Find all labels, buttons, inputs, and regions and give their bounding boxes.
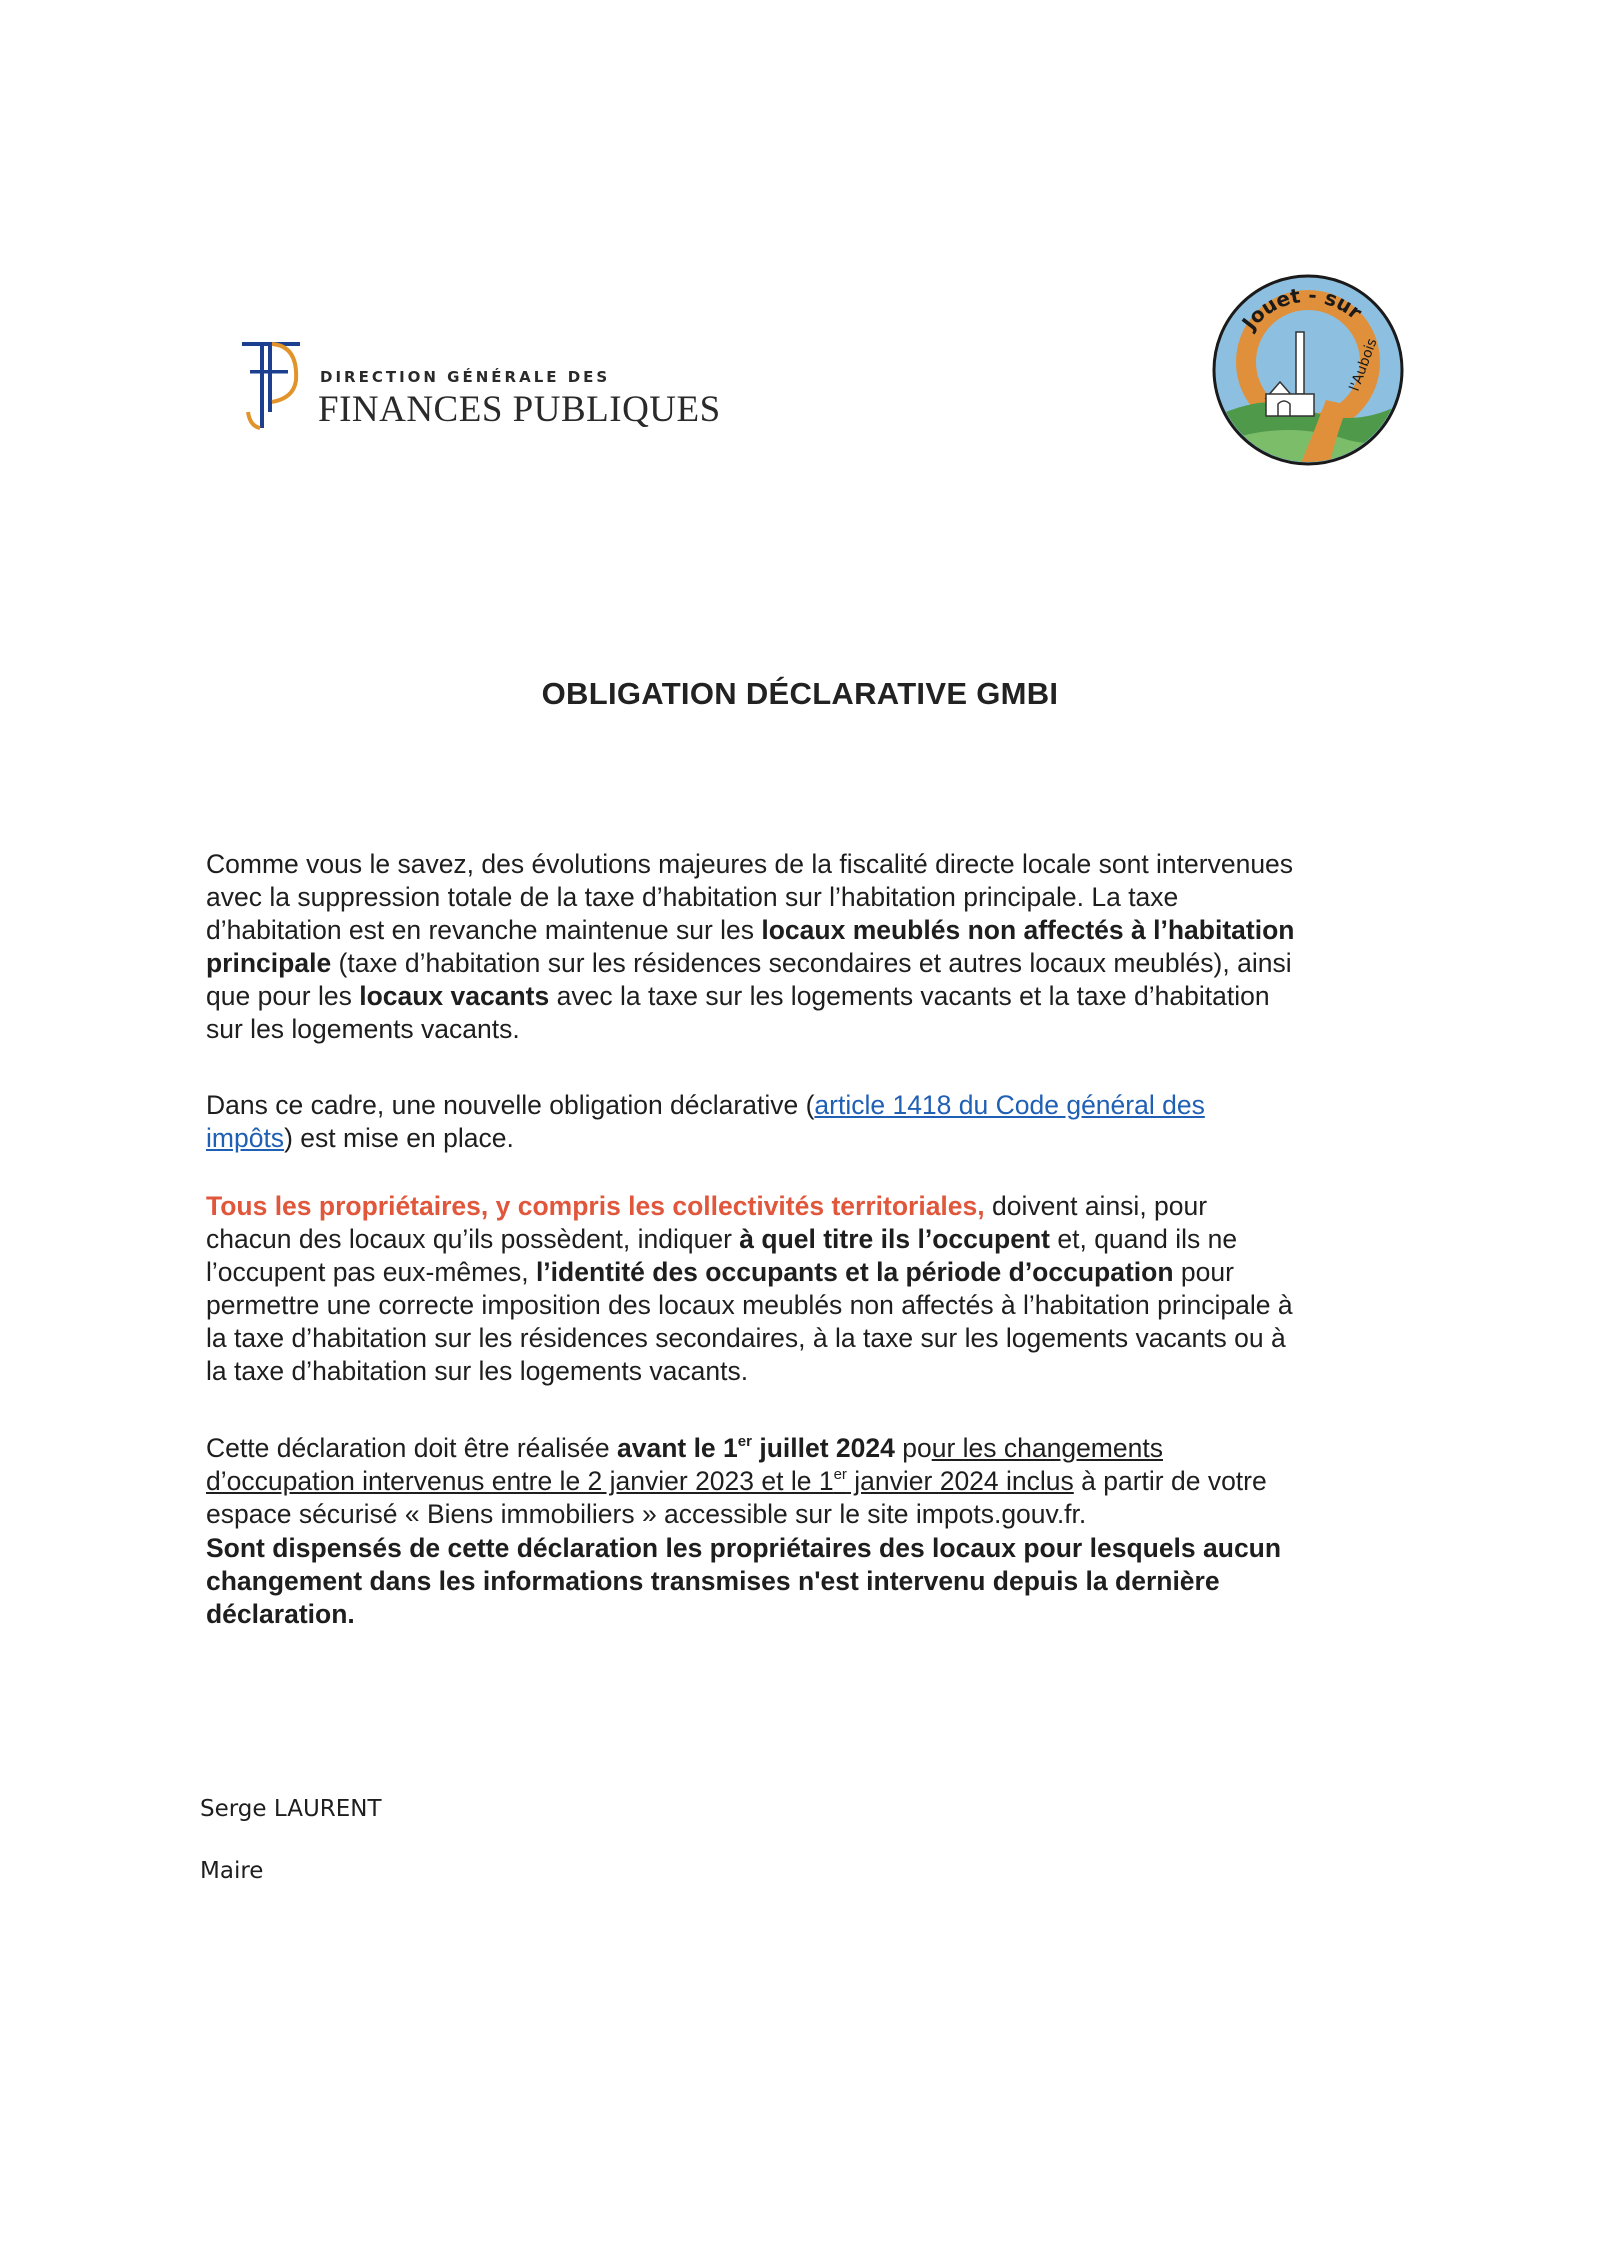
text-line: déclaration. — [206, 1599, 355, 1629]
text-line — [206, 980, 1436, 1013]
signatory-role: Maire — [200, 1858, 264, 1884]
text-line: permettre une correcte imposition des locaux meublés non affectés à l’habitation principale à — [206, 1290, 1293, 1320]
text-run: l’occupent pas eux-mêmes, — [206, 1257, 536, 1287]
text-line: Comme vous le savez, des évolutions majeures de la fiscalité directe locale sont intervenues — [206, 849, 1294, 879]
text-line: Sont dispensés de cette déclaration les propriétaires des locaux pour lesquels aucun — [206, 1533, 1282, 1563]
text-run: Dans ce cadre, une nouvelle obligation déclarative ( — [206, 1090, 815, 1120]
text-line — [206, 947, 1436, 980]
text-line — [206, 1223, 1436, 1256]
superscript: er — [737, 1433, 752, 1450]
text-run: doivent ainsi, pour — [984, 1191, 1208, 1221]
document-title: OBLIGATION DÉCLARATIVE GMBI — [541, 676, 1059, 711]
text-line — [206, 1190, 1436, 1223]
dgfip-name-line2: FINANCES PUBLIQUES — [318, 389, 721, 430]
text-line — [206, 1089, 1436, 1122]
commune-seal-logo — [1208, 270, 1408, 470]
text-run: ) est mise en place. — [284, 1123, 514, 1153]
text-run: avant le 1 — [616, 1433, 738, 1463]
highlight-text: Tous les propriétaires, y compris les collectivités territoriales, — [206, 1191, 985, 1221]
paragraph-context — [206, 848, 1436, 1046]
text-line — [206, 1465, 1436, 1498]
text-line: espace sécurisé « Biens immobiliers » accessible sur le site impots.gouv.fr. — [206, 1499, 1087, 1529]
bold-text: à quel titre ils l’occupent — [739, 1224, 1050, 1254]
text-run: chacun des locaux qu’ils possèdent, indiquer — [206, 1224, 740, 1254]
text-line: avec la suppression totale de la taxe d’habitation sur l’habitation principale. La taxe — [206, 882, 1179, 912]
dgfip-name-line1: DIRECTION GÉNÉRALE DES — [320, 368, 611, 386]
bold-text: locaux meublés non affectés à l’habitation — [761, 915, 1295, 945]
text-run: que pour les — [206, 981, 360, 1011]
underlined-text: ur les changements — [931, 1433, 1163, 1463]
seal-text-side: l'Aubois — [1346, 336, 1381, 394]
text-line — [206, 914, 1436, 947]
text-line: la taxe d’habitation sur les résidences secondaires, à la taxe sur les logements vacants ou à — [206, 1323, 1286, 1353]
dgfip-mark-icon — [236, 340, 306, 432]
text-run: à partir de votre — [1073, 1466, 1267, 1496]
text-line: sur les logements vacants. — [206, 1014, 520, 1044]
paragraph-obligation — [206, 1089, 1436, 1155]
text-run: (taxe d’habitation sur les résidences secondaires et autres locaux meublés), ainsi — [331, 948, 1292, 978]
text-line — [206, 1432, 1436, 1465]
text-run: d’habitation est en revanche maintenue sur les — [206, 915, 762, 945]
dgfip-logo — [236, 340, 756, 440]
underlined-text — [206, 1466, 1074, 1496]
text-run: avec la taxe sur les logements vacants et la taxe d’habitation — [549, 981, 1270, 1011]
text-run: janvier 2024 inclus — [846, 1466, 1074, 1496]
bold-text: principale — [206, 948, 332, 978]
signatory-name: Serge LAURENT — [200, 1796, 382, 1822]
text-line — [206, 1256, 1436, 1289]
text-run: po — [894, 1433, 932, 1463]
seal-text-top: Jouet - sur — [1237, 282, 1367, 335]
deadline-date — [617, 1433, 895, 1463]
paragraph-exemption — [206, 1532, 1436, 1631]
text-run: d’occupation intervenus entre le 2 janvier 2023 et le 1 — [206, 1466, 834, 1496]
text-run: Cette déclaration doit être réalisée — [206, 1433, 617, 1463]
text-line: changement dans les informations transmises n'est intervenu depuis la dernière — [206, 1566, 1220, 1596]
superscript: er — [833, 1466, 847, 1483]
paragraph-deadline — [206, 1432, 1436, 1531]
bold-text: l’identité des occupants et la période d’occupation — [535, 1257, 1174, 1287]
text-run: et, quand ils ne — [1050, 1224, 1238, 1254]
paragraph-owners — [206, 1190, 1436, 1388]
text-line — [206, 1122, 1436, 1155]
bold-text: locaux vacants — [359, 981, 550, 1011]
article-1418-link-cont[interactable]: impôts — [206, 1123, 285, 1153]
text-run: pour — [1173, 1257, 1234, 1287]
article-1418-link[interactable]: article 1418 du Code général des — [814, 1090, 1205, 1120]
text-run: juillet 2024 — [751, 1433, 895, 1463]
text-line: la taxe d’habitation sur les logements vacants. — [206, 1356, 749, 1386]
